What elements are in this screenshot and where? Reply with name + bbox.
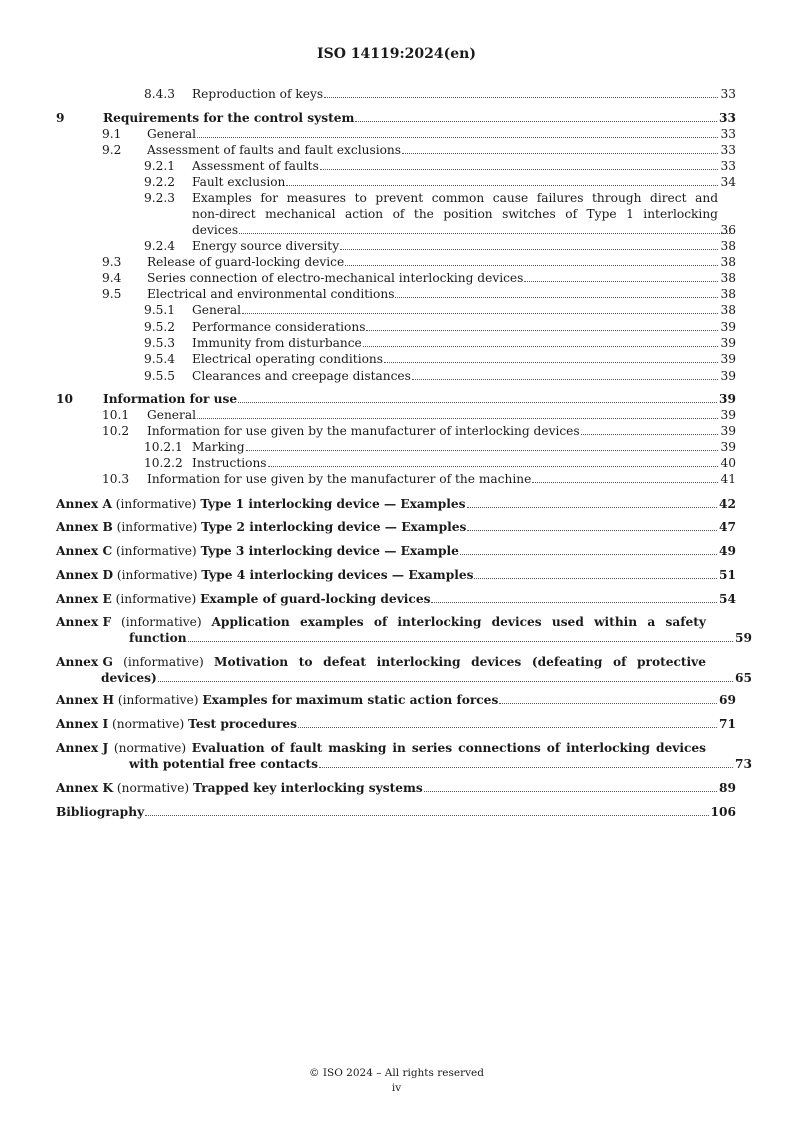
toc-page: 38: [720, 303, 736, 317]
toc-leader: [431, 602, 717, 603]
toc-entry-9-2-4[interactable]: [56, 238, 736, 254]
toc-title: Clearances and creepage distances: [192, 369, 411, 383]
toc-title: Electrical and environmental conditions: [147, 287, 395, 301]
toc-title: Requirements for the control system: [103, 111, 355, 125]
toc-title: General: [192, 303, 241, 317]
toc-entry-9-5-5[interactable]: [56, 368, 736, 384]
toc-title-line: Evaluation of fault masking in series connections of interlocking devices: [191, 741, 707, 755]
toc-title: General: [147, 408, 196, 422]
toc-leader: [319, 767, 733, 768]
toc-title: Assessment of faults and fault exclusions: [147, 143, 402, 157]
toc-title-line: non-direct mechanical action of the position switches of Type 1 interlocking: [192, 207, 718, 221]
toc-entry-annex-j[interactable]: [56, 740, 752, 772]
toc-page: 33: [720, 143, 736, 157]
annex-label: Annex A: [56, 497, 112, 511]
toc-title: Type 2 interlocking device — Examples: [201, 520, 467, 534]
toc-leader: [499, 703, 717, 704]
toc-number: 9.5.3: [144, 336, 176, 350]
toc-leader: [355, 121, 717, 122]
toc-title-line: devices): [101, 671, 157, 685]
toc-leader: [363, 346, 718, 347]
toc-number: 10.1: [102, 408, 130, 422]
toc-number: 8.4.3: [144, 87, 176, 101]
toc-entry-annex-d[interactable]: [56, 567, 736, 583]
annex-tag: (informative): [123, 655, 204, 669]
toc-title: Test procedures: [188, 717, 297, 731]
toc-page: 59: [735, 631, 752, 645]
annex-tag: (normative): [113, 741, 187, 755]
toc-page: 47: [719, 520, 736, 534]
toc-entry-annex-a[interactable]: [56, 496, 736, 512]
toc-title: Type 4 interlocking devices — Examples: [201, 568, 474, 582]
toc-title-line: devices: [192, 223, 239, 237]
toc-leader: [286, 185, 718, 186]
toc-entry-bibliography[interactable]: [56, 804, 736, 820]
annex-tag: (informative): [116, 544, 197, 558]
toc-entry-10-2-1[interactable]: [56, 439, 736, 455]
toc-page: 71: [719, 717, 736, 731]
toc-leader: [412, 379, 718, 380]
toc-number: 10.3: [102, 472, 130, 486]
toc-leader: [402, 153, 718, 154]
toc-title: Information for use given by the manufacturer of interlocking devices: [147, 424, 580, 438]
toc-entry-annex-c[interactable]: [56, 543, 736, 559]
toc-page: 38: [720, 271, 736, 285]
toc-page: 39: [720, 320, 736, 334]
toc-title: Examples for maximum static action forces: [202, 693, 499, 707]
toc-page: 38: [720, 287, 736, 301]
toc-title-line: Examples for measures to prevent common cause failures through direct and: [192, 191, 718, 205]
toc-page: 38: [720, 255, 736, 269]
toc-leader: [340, 249, 718, 250]
toc-entry-annex-e[interactable]: [56, 591, 736, 607]
toc-number: 10.2.2: [144, 456, 183, 470]
annex-tag: (informative): [115, 592, 197, 606]
toc-title: Information for use given by the manufacturer of the machine: [147, 472, 532, 486]
toc-entry-annex-h[interactable]: [56, 692, 736, 708]
toc-entry-9-3[interactable]: [56, 254, 736, 270]
toc-title: Fault exclusion: [192, 175, 286, 189]
toc-page: 33: [720, 127, 736, 141]
toc-entry-9[interactable]: [56, 110, 736, 126]
toc-entry-8-4-3[interactable]: [56, 86, 736, 102]
toc-entry-10-2[interactable]: [56, 423, 736, 439]
toc-leader: [197, 418, 718, 419]
toc-number: 9.5.2: [144, 320, 176, 334]
annex-tag: (informative): [117, 693, 199, 707]
toc-leader: [467, 507, 718, 508]
toc-title: Example of guard-locking devices: [200, 592, 431, 606]
toc-page: 89: [719, 781, 736, 795]
toc-page: 41: [720, 472, 736, 486]
toc-entry-10-1[interactable]: [56, 407, 736, 423]
toc-title-line: function: [129, 631, 187, 645]
toc-number: 9.3: [102, 255, 122, 269]
toc-title: General: [147, 127, 196, 141]
toc-number: 9.1: [102, 127, 122, 141]
annex-tag: (normative): [112, 717, 185, 731]
toc-page: 39: [720, 369, 736, 383]
toc-title: Release of guard-locking device: [147, 255, 345, 269]
toc-entry-9-5-2[interactable]: [56, 319, 736, 335]
toc-leader: [268, 466, 718, 467]
toc-leader: [320, 169, 718, 170]
toc-leader: [239, 233, 732, 234]
toc-title: Instructions: [192, 456, 267, 470]
toc-leader: [145, 815, 708, 816]
toc-entry-annex-i[interactable]: [56, 716, 736, 732]
toc-leader: [298, 727, 717, 728]
toc-entry-9-5-4[interactable]: [56, 351, 736, 367]
toc-page: 54: [719, 592, 736, 606]
toc-page: 65: [735, 671, 752, 685]
toc-leader: [188, 641, 733, 642]
toc-entry-9-2[interactable]: [56, 142, 736, 158]
toc-page: 36: [720, 223, 736, 237]
toc-entry-annex-g[interactable]: [56, 654, 752, 686]
annex-label: Annex B: [56, 520, 113, 534]
annex-label: Annex G: [56, 655, 113, 669]
toc-entry-10-2-2[interactable]: [56, 455, 736, 471]
toc-page: 39: [720, 424, 736, 438]
toc-leader: [532, 482, 718, 483]
toc-leader: [366, 330, 718, 331]
toc-number: 9.5.4: [144, 352, 176, 366]
annex-label: Annex E: [56, 592, 112, 606]
toc-number: 10: [56, 392, 73, 406]
toc-entry-9-4[interactable]: [56, 270, 736, 286]
toc-page: 42: [719, 497, 736, 511]
annex-tag: (normative): [116, 781, 190, 795]
toc-leader: [467, 530, 717, 531]
toc-number: 9.5: [102, 287, 122, 301]
toc-page: 39: [720, 336, 736, 350]
toc-entry-9-2-1[interactable]: [56, 158, 736, 174]
toc-entry-10[interactable]: [56, 391, 736, 407]
page-number: iv: [391, 1082, 402, 1094]
toc-entry-10-3[interactable]: [56, 471, 736, 487]
toc-title: Marking: [192, 440, 245, 454]
document-header: ISO 14119:2024(en): [317, 46, 476, 62]
toc-leader: [384, 362, 718, 363]
toc-number: 9.4: [102, 271, 122, 285]
toc-entry-annex-b[interactable]: [56, 519, 736, 535]
toc-title-line: Motivation to defeat interlocking devices (defeating of protective: [214, 655, 706, 669]
toc-leader: [581, 434, 718, 435]
annex-label: Annex J: [56, 741, 109, 755]
annex-tag: (informative): [115, 497, 197, 511]
toc-leader: [460, 554, 717, 555]
toc-page: 38: [720, 239, 736, 253]
toc-title: Information for use: [103, 392, 238, 406]
toc-leader: [524, 281, 718, 282]
toc-title: Immunity from disturbance: [192, 336, 362, 350]
toc-title: Performance considerations: [192, 320, 366, 334]
toc-page: 69: [719, 693, 736, 707]
toc-title: Electrical operating conditions: [192, 352, 384, 366]
toc-entry-annex-f[interactable]: [56, 614, 752, 646]
toc-title-line: Application examples of interlocking devices used within a safety: [211, 615, 706, 629]
toc-title-line: with potential free contacts: [129, 757, 319, 771]
toc-entry-9-1[interactable]: [56, 126, 736, 142]
toc-entry-annex-k[interactable]: [56, 780, 736, 796]
toc-title: Trapped key interlocking systems: [193, 781, 423, 795]
annex-label: Annex K: [56, 781, 114, 795]
toc-number: 9.5.5: [144, 369, 176, 383]
annex-label: Annex D: [56, 568, 114, 582]
toc-page: 39: [720, 440, 736, 454]
toc-entry-9-2-2[interactable]: [56, 174, 736, 190]
toc-leader: [197, 137, 718, 138]
toc-number: 9.2.2: [144, 175, 176, 189]
toc-leader: [474, 578, 717, 579]
toc-page: 49: [719, 544, 736, 558]
toc-page: 33: [720, 159, 736, 173]
toc-page: 33: [719, 111, 736, 125]
toc-entry-9-2-3[interactable]: [56, 190, 736, 238]
toc-title: Type 1 interlocking device — Examples: [200, 497, 466, 511]
toc-number: 9.2: [102, 143, 122, 157]
toc-page: 106: [710, 805, 736, 819]
toc-leader: [242, 313, 718, 314]
toc-title: Type 3 interlocking device — Example: [200, 544, 459, 558]
annex-tag: (informative): [120, 615, 202, 629]
toc-title: Assessment of faults: [192, 159, 319, 173]
toc-page: 39: [720, 408, 736, 422]
page-footer: [0, 1066, 793, 1096]
annex-tag: (informative): [116, 520, 198, 534]
toc-number: 9: [56, 111, 65, 125]
toc-leader: [158, 681, 733, 682]
toc-page: 73: [735, 757, 752, 771]
toc-number: 9.2.3: [144, 191, 176, 205]
toc-page: 51: [719, 568, 736, 582]
toc-leader: [238, 402, 717, 403]
toc-leader: [345, 265, 718, 266]
toc-entry-9-5-1[interactable]: [56, 302, 736, 318]
toc-title: Series connection of electro-mechanical interlocking devices: [147, 271, 524, 285]
toc-number: 9.2.1: [144, 159, 176, 173]
annex-tag: (informative): [116, 568, 198, 582]
annex-label: Annex H: [56, 693, 114, 707]
toc-page: 40: [720, 456, 736, 470]
toc-page: 34: [720, 175, 736, 189]
toc-number: 9.2.4: [144, 239, 176, 253]
toc-leader: [395, 297, 718, 298]
toc-leader: [324, 97, 718, 98]
toc-page: 39: [720, 352, 736, 366]
annex-label: Annex C: [56, 544, 113, 558]
toc-number: 10.2.1: [144, 440, 183, 454]
annex-label: Annex I: [56, 717, 109, 731]
toc-leader: [424, 791, 717, 792]
toc-number: 9.5.1: [144, 303, 176, 317]
toc-title: Energy source diversity: [192, 239, 340, 253]
toc-page: 33: [720, 87, 736, 101]
toc-number: 10.2: [102, 424, 130, 438]
toc-title: Bibliography: [56, 805, 145, 819]
toc-entry-9-5-3[interactable]: [56, 335, 736, 351]
copyright-notice: © ISO 2024 – All rights reserved: [309, 1067, 484, 1079]
toc-entry-9-5[interactable]: [56, 286, 736, 302]
toc-title: Reproduction of keys: [192, 87, 324, 101]
annex-label: Annex F: [56, 615, 112, 629]
toc-page: 39: [719, 392, 736, 406]
toc-leader: [246, 450, 718, 451]
